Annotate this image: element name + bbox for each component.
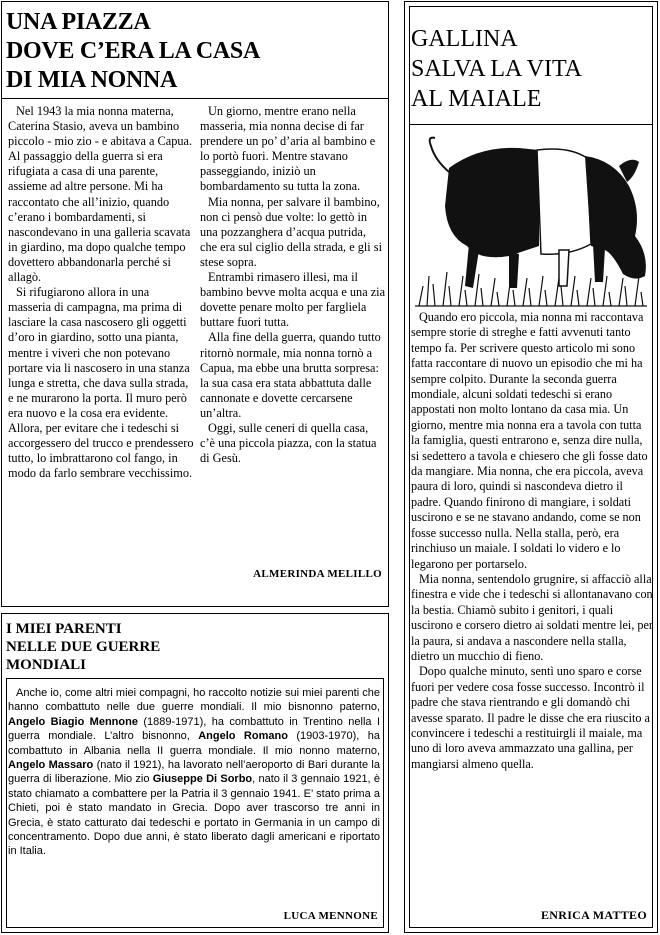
text-segment: Anche io, come altri miei compagni, ho raccolto notizie sui miei parenti che hanno combattuto nelle due guerre mondiali. Il mio bisnonno paterno, [8,687,380,714]
title-line: NELLE DUE GUERRE [6,639,161,655]
text-segment: , nato il 3 gennaio 1921, è stato chiamato a combattere per la Patria il 3 gennaio 1941. E’ stato prima a Chieti, poi è stato mandato in Grecia. Dopo aver trascorso tre anni in Grecia, è stato catturato dai tedeschi e portato in Germania in un campo di concentramento. Dopo due anni, è stato liberato dagli americani e riportato in Italia. [8,773,380,858]
article-title [411,24,582,114]
author-signature: ALMERINDA MELILLO [253,568,382,580]
title-line: I MIEI PARENTI [6,621,122,637]
title-line: SALVA LA VITA [411,56,583,82]
article-title [6,8,260,95]
paragraph: Mia nonna, per salvare il bambino, non ci pensò due volte: lo gettò in una pozzanghera d’acqua putrida, che era sul ciglio della strada, e gli si stese sopra. [200,194,382,269]
article-una-piazza [1,1,389,607]
article-title [6,620,160,674]
paragraph: Nel 1943 la mia nonna materna, Caterina Stasio, aveva un bambino piccolo - mio zio - e abitava a Capua. Al passaggio della guerra si era rifugiata a casa di una parente, assieme ad altre persone. Mi ha raccontato che all’inizio, quando c’erano i bombardamenti, si nascondevano in una galleria scavata in giardino, ma dopo qualche tempo dovettero abbandonarla perché si allagò. [8,104,193,285]
title-line: UNA PIAZZA [6,9,151,35]
paragraph: Mia nonna, sentendolo grugnire, si affacciò alla finestra e vide che i tedeschi si allontanavano con la bestia. Chiamò subito i genitori, i quali uscirono e corsero dietro ai soldati mentre lei, per la paura, si andava a nascondere nella stalla, dietro un mucchio di fieno. [411,571,653,663]
author-signature: ENRICA MATTEO [540,908,647,922]
text-segment: (1889-1971), ha combattuto in Trentino nella I guerra mondiale. L’altro bisnonno, [8,715,381,743]
article-column-left [8,104,194,481]
article-body [411,310,653,772]
text-segment: (nato il 1921), ha lavorato nell’aeroporto di Bari durante la guerra di liberazione. Mio zio [8,759,380,786]
article-column-right [200,104,386,466]
person-name: Angelo Biagio Mennone [8,715,138,728]
title-line: AL MAIALE [411,86,542,112]
pig-illustration [409,126,653,308]
person-name: Giuseppe Di Sorbo [152,773,253,786]
title-line: MONDIALI [6,657,87,673]
paragraph: Dopo qualche minuto, sentì uno sparo e corse fuori per vedere cosa fosse successo. Incontrò il padre che stava rientrando e gli domandò chi avesse sparato. Il padre le disse che era riuscito a convincere i tedeschi a restituirgli il maiale, ma uno di loro aveva ammazzato una gallina, per mangiarsi almeno quella. [411,664,650,771]
article-body [8,686,380,859]
paragraph: Oggi, sulle ceneri di quella casa, c’è una piccola piazza, con la statua di Gesù. [200,420,377,466]
title-line: DOVE C’ERA LA CASA [6,38,260,64]
author-signature: LUCA MENNONE [283,910,378,922]
paragraph: Alla fine della guerra, quando tutto ritornò normale, mia nonna tornò a Capua, ma ebbe una brutta sorpresa: la sua casa era stata abbattuta dalle cannonate e dovette cercarsene un’altra. [200,330,381,420]
person-name: Angelo Massaro [8,759,94,772]
article-miei-parenti [1,613,389,933]
title-divider [409,124,653,125]
person-name: Angelo Romano [198,730,288,743]
paragraph [8,686,380,859]
text-segment: (1903-1970), ha combattuto in Albania nella II guerra mondiale. Il mio nonno materno, [8,730,380,757]
article-gallina [404,1,658,933]
paragraph: Un giorno, mentre erano nella masseria, mia nonna decise di far prendere un po’ d’aria al bambino e lo portò fuori. Mentre stavano passeggiando, iniziò un bombardamento su tutta la zona. [200,104,376,194]
paragraph: Si rifugiarono allora in una masseria di campagna, ma prima di lasciare la casa nascosero gli oggetti d’oro in giardino, sotto una pianta, mentre i viveri che non potevano portare via li nascosero in una stanza lunga e stretta, che dava sulla strada, e ne murarono la porta. Il muro però era nuovo e la cosa era evidente. Allora, per evitare che i tedeschi si accorgessero del trucco e prendessero tutto, lo imbrattarono col fango, in modo da farlo sembrare vecchissimo. [8,285,194,481]
title-divider [2,98,388,99]
paragraph: Entrambi rimasero illesi, ma il bambino bevve molta acqua e una zia dovette penare molto per fargliela buttare fuori tutta. [200,270,386,330]
title-line: DI MIA NONNA [6,67,178,93]
paragraph: Quando ero piccola, mia nonna mi raccontava sempre storie di streghe e fatti avvenuti tanto tempo fa. Per scrivere questo articolo mi sono fatta raccontare di nuovo un episodio che mi ha sempre colpito. Durante la seconda guerra mondiale, alcuni soldati tedeschi si erano appostati non molto lontano da casa mia. Un giorno, mentre mia nonna era a tavola con tutta la famiglia, questi entrarono e, senza dire nulla, si sedettero a tavola e chiesero che gli fosse dato da mangiare. Mia nonna, che era piccola, aveva paura di loro, quindi si nascondeva dietro il padre. Quando finirono di mangiare, i soldati uscirono e se ne stavano andando, come se non fosse successo nulla. Nella stalla, però, era rinchiuso un maiale. I soldati lo videro e lo legarono per portarselo. [411,310,648,571]
title-line: GALLINA [411,26,518,52]
